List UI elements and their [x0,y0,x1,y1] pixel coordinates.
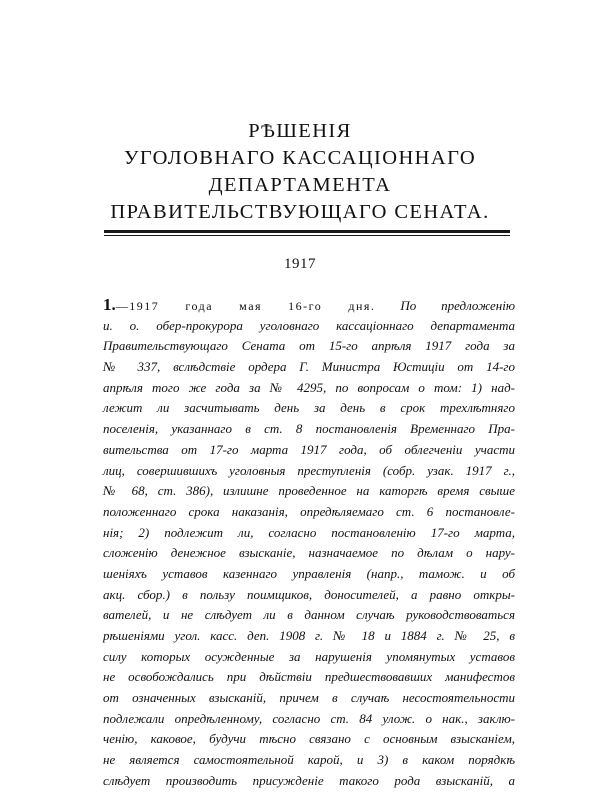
decision-first-line-text: По предложенію [400,298,516,313]
decision-line: положеннаго срока наказанія, опредѣляемаго ст. 6 постановле- [103,503,515,519]
decision-line: ченію, каковое, будучи тѣсно связано с основным взысканіем, [103,731,515,747]
decision-line: подлежали опредѣленному, согласно ст. 84 улож. о нак., заклю- [103,710,515,726]
decision-line: апрѣля того же года за № 4295, по вопросам о том: 1) над- [103,379,515,395]
heading-line-3: ДЕПАРТАМЕНТА [208,174,392,196]
year-heading: 1917 [284,256,316,272]
decision-line: шеніяхъ уставов казеннаго управленія (напр., тамож. и об [103,565,515,581]
decision-line: Правительствующаго Сената от 15-го апрѣля 1917 года за [103,338,515,354]
decision-line: поселенія, указаннаго в ст. 8 постановленія Временнаго Пра- [103,421,515,437]
decision-date: —1917 года мая 16-го дня. [115,299,376,313]
decision-line: № 68, ст. 386), излишне проведенное на каторгѣ время свыше [103,483,515,499]
decision-line: не является самостоятельной карой, и 3) в каком порядкѣ [103,752,515,768]
decision-line: от означенных взысканій, причем в случаѣ несостоятельности [103,690,515,706]
heading-line-4: ПРАВИТЕЛЬСТВУЮЩАГО СЕНАТА. [110,201,490,223]
decision-first-line [103,295,515,316]
decision-line: № 337, вслѣдствіе ордера Г. Министра Юстиціи от 14-го [103,359,515,375]
heading-line-2: УГОЛОВНАГО КАССАЦІОННАГО [123,147,477,169]
decision-line: рѣшеніями угол. касс. деп. 1908 г. № 18 и 1884 г. № 25, в [103,628,515,643]
decision-line: не освобождались при дѣйствіи предшествовавших манифестов [103,669,515,685]
decision-line: вительства от 17-го марта 1917 года, об облегченіи участи [103,441,515,457]
decision-text [103,295,515,792]
decision-line: лиц, совершившихъ уголовныя преступленія (собр. узак. 1917 г., [103,462,515,478]
decision-line: и. о. обер-прокурора уголовнаго кассаціоннаго департамента [103,317,515,333]
document-heading [0,118,600,226]
decision-line: лежит ли засчитывать день за день в срок трехлѣтняго [103,400,515,416]
decision-line: сложенію денежное взысканіе, назначаемое по дѣлам о нару- [103,545,515,561]
decision-line: силу которых осужденные за нарушенія упомянутых уставов [103,648,515,664]
decision-line: вателей, и не слѣдует ли в данном случаѣ руководствоваться [103,607,515,623]
decision-line: нія; 2) подлежит ли, согласно постановленію 17-го марта, [103,524,515,540]
decision-line: акц. сбор.) в пользу поимщиков, доносителей, а равно откры- [103,586,515,602]
decision-line: слѣдует производить присужденіе такого рода взысканій, а [103,772,515,788]
heading-divider-thin [104,235,510,236]
heading-divider-thick [104,230,510,233]
decision-number: 1. [103,295,116,314]
heading-line-1: РѢШЕНІЯ [248,120,352,142]
